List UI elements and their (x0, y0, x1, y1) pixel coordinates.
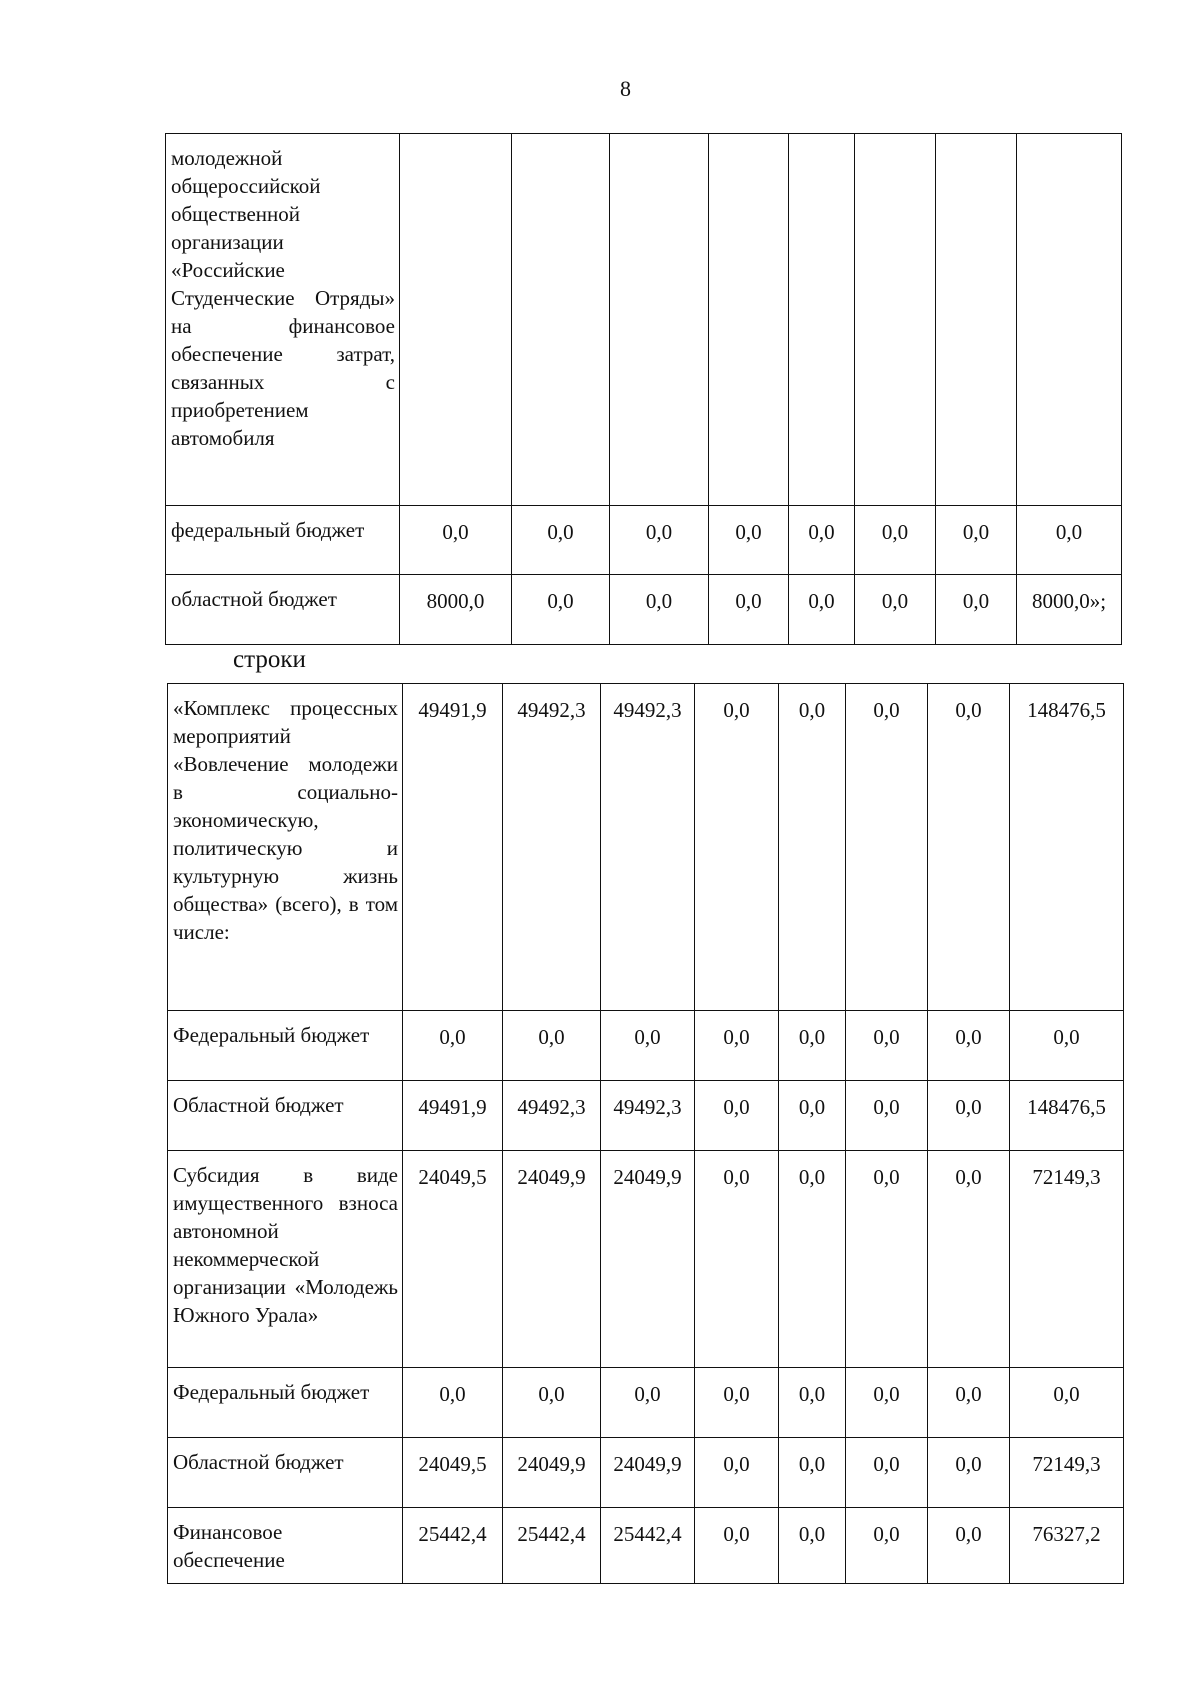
row-label: федеральный бюджет (166, 506, 400, 575)
cell-value: 0,0 (779, 1011, 846, 1081)
cell-value: 72149,3 (1010, 1438, 1124, 1508)
row-label: молодежной общероссийской общественной организации «Российские Студенческие Отряды» на финансовое обеспечение затрат, связанных с приобретением автомобиля (166, 134, 400, 506)
cell-value (789, 134, 855, 506)
cell-value: 0,0 (695, 684, 779, 1011)
cell-value: 8000,0»; (1017, 575, 1122, 645)
row-label: Финансовое обеспечение (168, 1508, 403, 1584)
table-row (166, 506, 1122, 575)
cell-value: 25442,4 (403, 1508, 503, 1584)
cell-value: 0,0 (610, 506, 709, 575)
cell-value: 0,0 (846, 1011, 928, 1081)
cell-value: 0,0 (695, 1081, 779, 1151)
cell-value: 0,0 (846, 1508, 928, 1584)
cell-value: 0,0 (936, 506, 1017, 575)
cell-value: 0,0 (695, 1151, 779, 1368)
cell-value: 0,0 (928, 1011, 1010, 1081)
cell-value: 0,0 (789, 575, 855, 645)
cell-value: 24049,9 (503, 1151, 601, 1368)
cell-value: 0,0 (846, 684, 928, 1011)
cell-value: 148476,5 (1010, 684, 1124, 1011)
cell-value: 0,0 (855, 575, 936, 645)
cell-value: 49492,3 (503, 684, 601, 1011)
cell-value: 0,0 (846, 1081, 928, 1151)
cell-value: 0,0 (695, 1368, 779, 1438)
table-row (168, 1011, 1124, 1081)
cell-value: 24049,9 (503, 1438, 601, 1508)
cell-value: 24049,9 (601, 1438, 695, 1508)
cell-value: 8000,0 (400, 575, 512, 645)
cell-value: 0,0 (928, 1508, 1010, 1584)
cell-value: 0,0 (503, 1011, 601, 1081)
cell-value: 0,0 (846, 1368, 928, 1438)
cell-value: 0,0 (928, 1151, 1010, 1368)
cell-value: 25442,4 (503, 1508, 601, 1584)
cell-value: 0,0 (779, 684, 846, 1011)
cell-value: 0,0 (403, 1368, 503, 1438)
table-row (168, 1368, 1124, 1438)
cell-value: 0,0 (928, 1438, 1010, 1508)
table-row (168, 1081, 1124, 1151)
row-label: Областной бюджет (168, 1438, 403, 1508)
cell-value: 0,0 (855, 506, 936, 575)
cell-value: 0,0 (695, 1438, 779, 1508)
cell-value (512, 134, 610, 506)
row-label: Федеральный бюджет (168, 1368, 403, 1438)
cell-value: 24049,9 (601, 1151, 695, 1368)
cell-value: 49492,3 (601, 1081, 695, 1151)
cell-value: 76327,2 (1010, 1508, 1124, 1584)
cell-value: 0,0 (695, 1508, 779, 1584)
row-label: «Комплекс процессных мероприятий «Вовлечение молодежи в социально-экономическую, политическую и культурную жизнь общества» (всего), в том числе: (168, 684, 403, 1011)
table-row (168, 684, 1124, 1011)
cell-value (855, 134, 936, 506)
cell-value (610, 134, 709, 506)
cell-value: 49491,9 (403, 684, 503, 1011)
cell-value: 0,0 (936, 575, 1017, 645)
cell-value: 49492,3 (601, 684, 695, 1011)
cell-value: 24049,5 (403, 1151, 503, 1368)
cell-value (709, 134, 789, 506)
cell-value: 49491,9 (403, 1081, 503, 1151)
cell-value: 0,0 (928, 1368, 1010, 1438)
cell-value: 0,0 (779, 1151, 846, 1368)
row-label: Областной бюджет (168, 1081, 403, 1151)
table-row (166, 575, 1122, 645)
cell-value: 0,0 (1010, 1011, 1124, 1081)
cell-value: 49492,3 (503, 1081, 601, 1151)
cell-value: 0,0 (503, 1368, 601, 1438)
cell-value: 0,0 (928, 684, 1010, 1011)
cell-value: 148476,5 (1010, 1081, 1124, 1151)
cell-value: 0,0 (846, 1151, 928, 1368)
table-row (168, 1508, 1124, 1584)
cell-value (1017, 134, 1122, 506)
cell-value: 0,0 (779, 1438, 846, 1508)
row-label: Субсидия в виде имущественного взноса автономной некоммерческой организации «Молодежь Южного Урала» (168, 1151, 403, 1368)
cell-value: 0,0 (601, 1011, 695, 1081)
cell-value: 0,0 (789, 506, 855, 575)
cell-value: 0,0 (601, 1368, 695, 1438)
cell-value: 0,0 (403, 1011, 503, 1081)
funding-table (167, 683, 1124, 1584)
table-row (168, 1438, 1124, 1508)
cell-value: 0,0 (846, 1438, 928, 1508)
cell-value: 0,0 (779, 1508, 846, 1584)
table-row (168, 1151, 1124, 1368)
cell-value: 0,0 (400, 506, 512, 575)
cell-value: 0,0 (779, 1368, 846, 1438)
cell-value (400, 134, 512, 506)
cell-value: 0,0 (1010, 1368, 1124, 1438)
cell-value: 0,0 (1017, 506, 1122, 575)
cell-value: 25442,4 (601, 1508, 695, 1584)
row-label: областной бюджет (166, 575, 400, 645)
cell-value: 72149,3 (1010, 1151, 1124, 1368)
cell-value: 0,0 (695, 1011, 779, 1081)
cell-value: 0,0 (512, 506, 610, 575)
cell-value: 0,0 (709, 575, 789, 645)
table-row (166, 134, 1122, 506)
cell-value: 0,0 (610, 575, 709, 645)
cell-value: 0,0 (709, 506, 789, 575)
cell-value: 0,0 (779, 1081, 846, 1151)
page-number: 8 (620, 76, 631, 101)
cell-value: 24049,5 (403, 1438, 503, 1508)
cell-value: 0,0 (928, 1081, 1010, 1151)
section-label: строки (233, 646, 306, 673)
cell-value: 0,0 (512, 575, 610, 645)
funding-table-continued (165, 133, 1122, 645)
row-label: Федеральный бюджет (168, 1011, 403, 1081)
cell-value (936, 134, 1017, 506)
